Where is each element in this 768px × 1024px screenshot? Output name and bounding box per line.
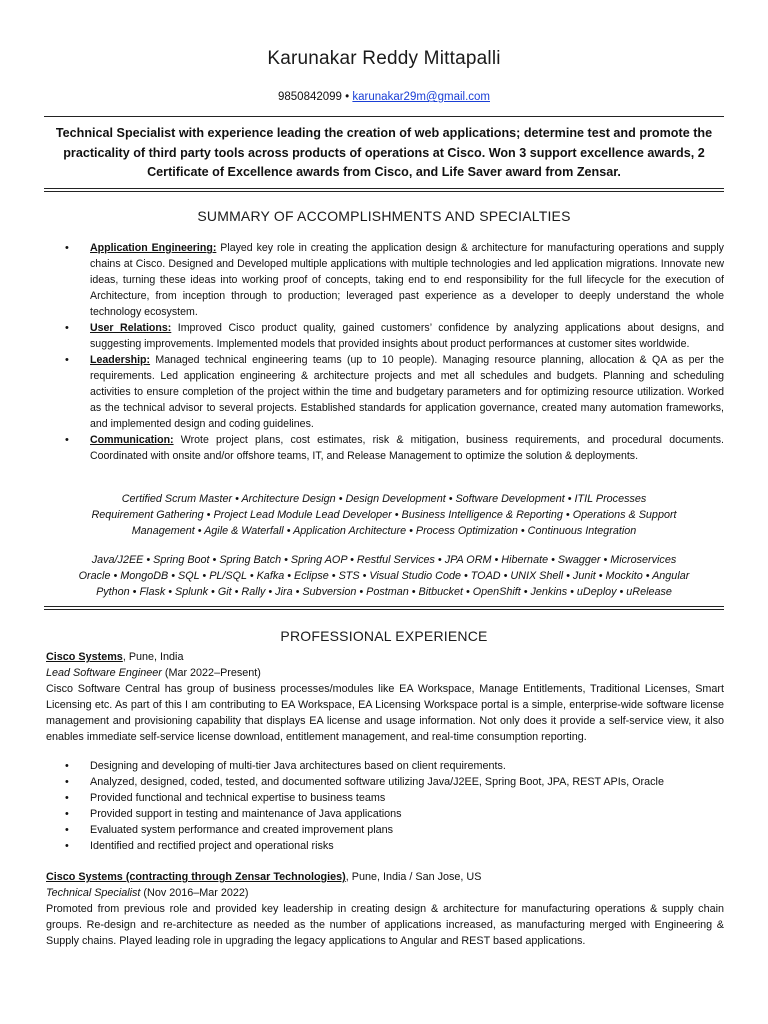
job-dates: (Nov 2016–Mar 2022) xyxy=(140,887,249,899)
company-location: , Pune, India / San Jose, US xyxy=(345,871,482,883)
bullet-label: Communication: xyxy=(90,434,174,446)
company-location: , Pune, India xyxy=(122,651,184,663)
bullet-text: Improved Cisco product quality, gained customers’ confidence by analyzing applications about designs, and suggesting improvements. Implemented models that provided insights about product performances at customer sites worldwide. xyxy=(90,322,724,350)
list-item: • Provided support in testing and maintenance of Java applications xyxy=(70,807,724,823)
tech-line: Java/J2EE • Spring Boot • Spring Batch • Spring AOP • Restful Services • JPA ORM • Hibernate • Swagger • Microservices xyxy=(91,554,677,566)
headline-divider xyxy=(44,188,724,192)
bullet-label: Leadership: xyxy=(90,354,151,366)
list-item: • Evaluated system performance and created improvement plans xyxy=(70,823,724,839)
job-company-line xyxy=(46,649,726,665)
job-header xyxy=(46,649,726,681)
list-item xyxy=(70,352,724,432)
summary-section-title: SUMMARY OF ACCOMPLISHMENTS AND SPECIALTIES xyxy=(197,208,571,224)
list-item: • Provided functional and technical expertise to business teams xyxy=(70,791,724,807)
company-name: Cisco Systems (contracting through Zensar Technologies) xyxy=(46,871,346,883)
header-divider xyxy=(44,116,724,117)
phone-number: 9850842099 xyxy=(278,91,342,103)
list-item: • Identified and rectified project and operational risks xyxy=(70,839,724,855)
accomplishments-list xyxy=(70,240,724,464)
skills-line: Requirement Gathering • Project Lead Module Lead Developer • Business Intelligence & Reporting • Operations & Support xyxy=(91,508,677,521)
list-item: • Designing and developing of multi-tier Java architectures based on client requirements. xyxy=(70,759,724,775)
job-dates: (Mar 2022–Present) xyxy=(161,667,261,679)
list-item xyxy=(70,432,724,464)
bullet-label: Application Engineering: xyxy=(90,242,217,254)
professional-headline: Technical Specialist with experience leading the creation of web applications; determine test and promote the practicality of third party tools across products of operations at Cisco. Won 3 support excellence awards, 2 Certificate of Excellence awards from Cisco, and Life Saver award from Zensar. xyxy=(55,126,713,179)
list-item: • Analyzed, designed, coded, tested, and documented software utilizing Java/J2EE, Spring Boot, JPA, REST APIs, Oracle xyxy=(70,775,724,791)
skills-line: Management • Agile & Waterfall • Application Architecture • Process Optimization • Continuous Integration xyxy=(131,524,637,537)
list-item xyxy=(70,240,724,320)
bullet-label: User Relations: xyxy=(90,322,172,334)
candidate-name: Karunakar Reddy Mittapalli xyxy=(267,48,501,69)
contact-separator: • xyxy=(345,91,350,103)
skills-line: Certified Scrum Master • Architecture Design • Design Development • Software Development • ITIL Processes xyxy=(121,493,647,505)
job-header xyxy=(46,869,726,901)
job-description: Cisco Software Central has group of business processes/modules like EA Workspace, Manage Entitlements, Traditional Licenses, Smart Licensing etc. As part of this I am contributing to EA Workspace, EA Licensing Workspace portal is a simple, enterprise-wide software license management and provisioning capability that displays EA license and usage information. Not only does it provide a self-service view, it also enables immediate self-service license download, entitlement management, and real-time consumption reporting. xyxy=(46,683,724,743)
summary-divider xyxy=(44,606,724,610)
job-description: Promoted from previous role and provided key leadership in creating design & architecture for manufacturing operations & supply chain groups. Re-design and re-architecture as needed as the number of applications increased, as manufacturing merged with Engineering & Supply chains. Played leading role in upgrading the legacy applications to Angular and REST based applications. xyxy=(46,903,724,947)
job-title: Lead Software Engineer xyxy=(46,667,162,679)
skills-block xyxy=(40,492,728,539)
bullet-text: Wrote project plans, cost estimates, risk & mitigation, business requirements, and procedural documents. Coordinated with onsite and/or offshore teams, IT, and Release Management to optimize the solution & deployments. xyxy=(90,434,724,462)
job-role-line xyxy=(46,665,726,681)
email-link[interactable]: karunakar29m@gmail.com xyxy=(352,91,490,103)
tech-line: Python • Flask • Splunk • Git • Rally • Jira • Subversion • Postman • Bitbucket • OpenShift • Jenkins • uDeploy • uRelease xyxy=(96,585,672,598)
job-role-line xyxy=(46,885,726,901)
job-responsibilities xyxy=(70,759,724,854)
contact-line xyxy=(0,91,768,103)
tech-line: Oracle • MongoDB • SQL • PL/SQL • Kafka • Eclipse • STS • Visual Studio Code • TOAD • UNIX Shell • Junit • Mockito • Angular xyxy=(78,569,690,582)
experience-section-title: PROFESSIONAL EXPERIENCE xyxy=(280,628,488,644)
job-title: Technical Specialist xyxy=(46,887,141,899)
company-name: Cisco Systems xyxy=(46,651,123,663)
list-item xyxy=(70,320,724,352)
bullet-text: Managed technical engineering teams (up to 10 people). Managing resource planning, allocation & QA as per the requirements. Led application engineering & architecture projects and met all schedules and budgets. Planning and scheduling activities to ensure completion of the project within the time and budgetary parameters and for optimizing resource utilization. Worked as the technical advisor to several projects. Established standards for application governance, created many automation frameworks, and implemented design and coding guidelines. xyxy=(90,354,724,430)
bullet-text: Played key role in creating the application design & architecture for manufacturing operations and supply chains at Cisco. Designed and Developed multiple applications with multiple technologies and led application migrations. Innovate new ideas, turning these ideas into working proof of concepts, taking end to end responsibility for the full lifecycle for the execution of Architecture, from inception through to production; leveraged past experience as a developer to deeply understand the whole technology ecosystem. xyxy=(90,242,724,318)
technologies-block xyxy=(40,553,728,600)
job-company-line xyxy=(46,869,726,885)
